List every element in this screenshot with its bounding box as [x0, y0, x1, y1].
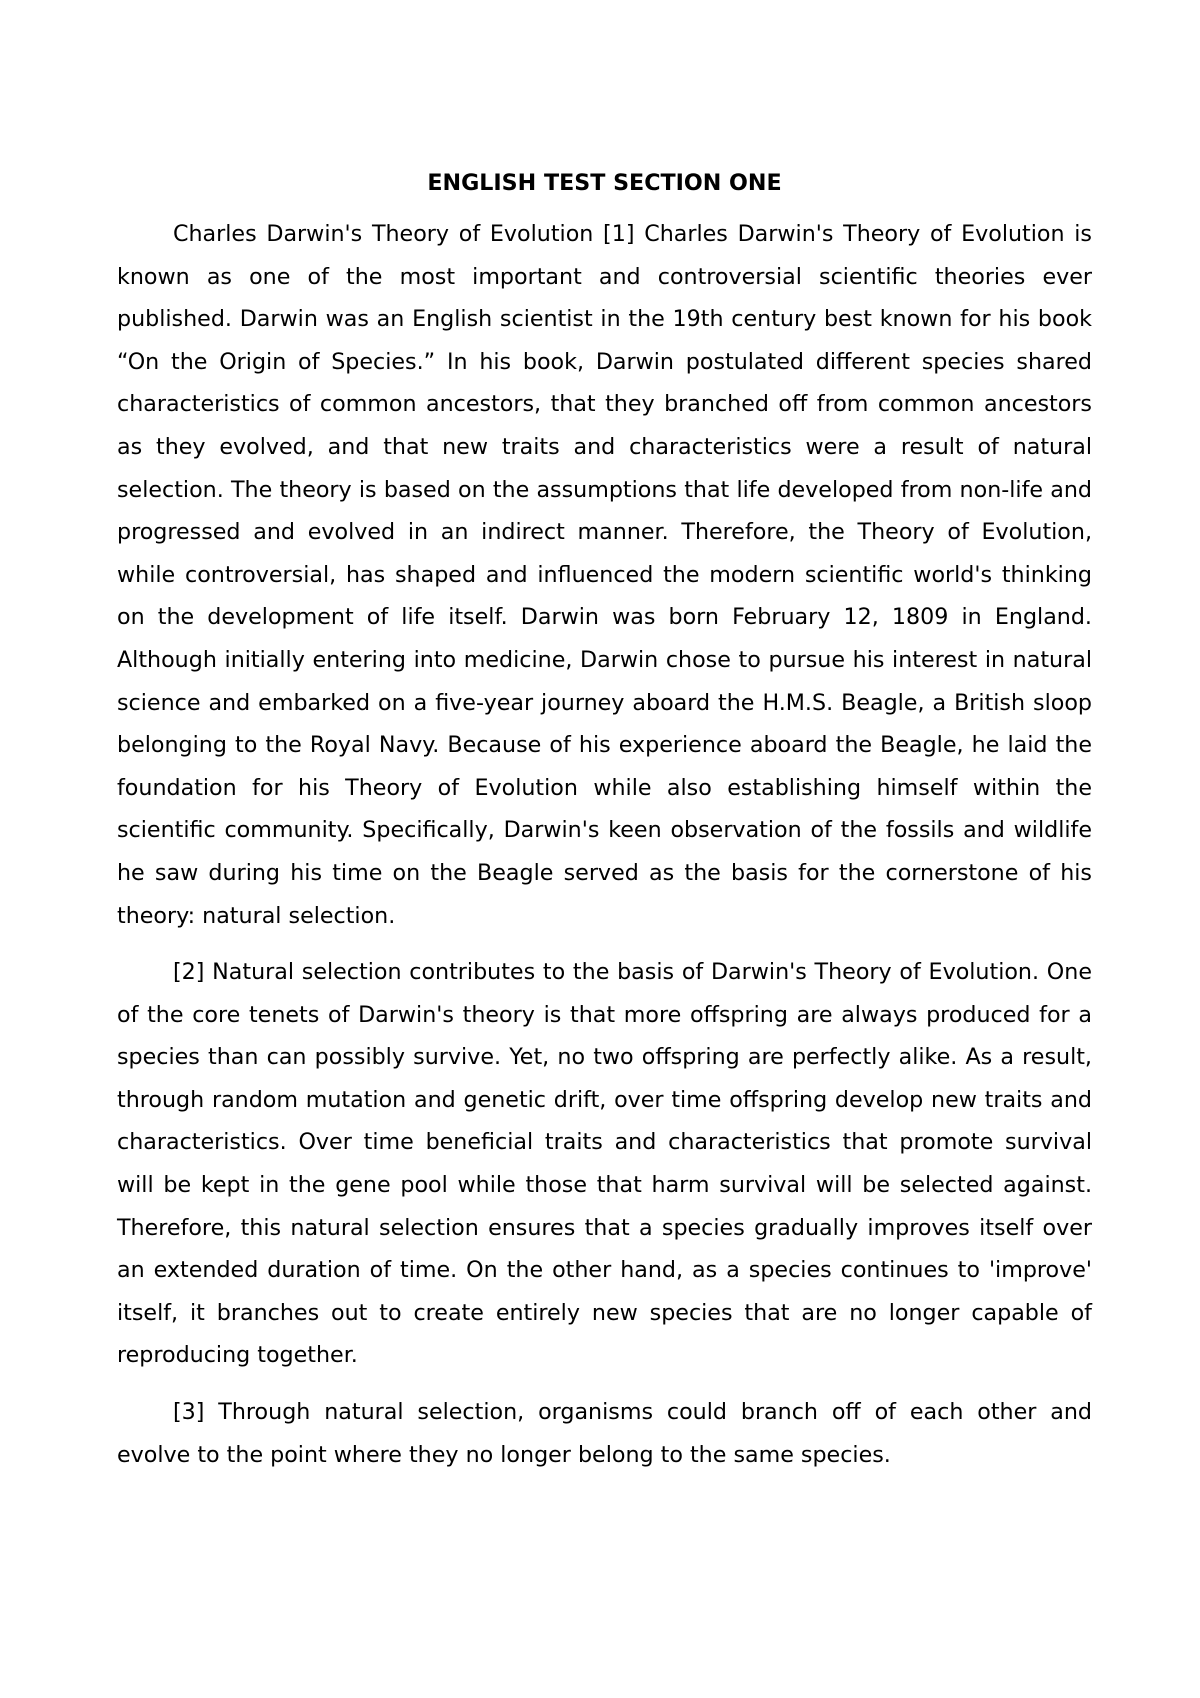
paragraph-3: [3] Through natural selection, organisms could branch off of each other and evolve to the point where they no longer belong to the same species.	[117, 1399, 1092, 1468]
document-title: ENGLISH TEST SECTION ONE	[427, 170, 782, 196]
paragraph-1: Charles Darwin's Theory of Evolution [1] Charles Darwin's Theory of Evolution is known as one of the most important and controversial scientific theories ever published. Darwin was an English scientist in the 19th century best known for his book “On the Origin of Species.” In his book, Darwin postulated different species shared characteristics of common ancestors, that they branched off from common ancestors as they evolved, and that new traits and characteristics were a result of natural selection. The theory is based on the assumptions that life developed from non-life and progressed and evolved in an indirect manner. Therefore, the Theory of Evolution, while controversial, has shaped and influenced the modern scientific world's thinking on the development of life itself. Darwin was born February 12, 1809 in England. Although initially entering into medicine, Darwin chose to pursue his interest in natural science and embarked on a five-year journey aboard the H.M.S. Beagle, a British sloop belonging to the Royal Navy. Because of his experience aboard the Beagle, he laid the foundation for his Theory of Evolution while also establishing himself within the scientific community. Specifically, Darwin's keen observation of the fossils and wildlife he saw during his time on the Beagle served as the basis for the cornerstone of his theory: natural selection.	[117, 221, 1092, 929]
document-body	[117, 169, 1092, 1490]
paragraph-2: [2] Natural selection contributes to the basis of Darwin's Theory of Evolution. One of the core tenets of Darwin's theory is that more offspring are always produced for a species than can possibly survive. Yet, no two offspring are perfectly alike. As a result, through random mutation and genetic drift, over time offspring develop new traits and characteristics. Over time beneficial traits and characteristics that promote survival will be kept in the gene pool while those that harm survival will be selected against. Therefore, this natural selection ensures that a species gradually improves itself over an extended duration of time. On the other hand, as a species continues to 'improve' itself, it branches out to create entirely new species that are no longer capable of reproducing together.	[117, 959, 1092, 1369]
